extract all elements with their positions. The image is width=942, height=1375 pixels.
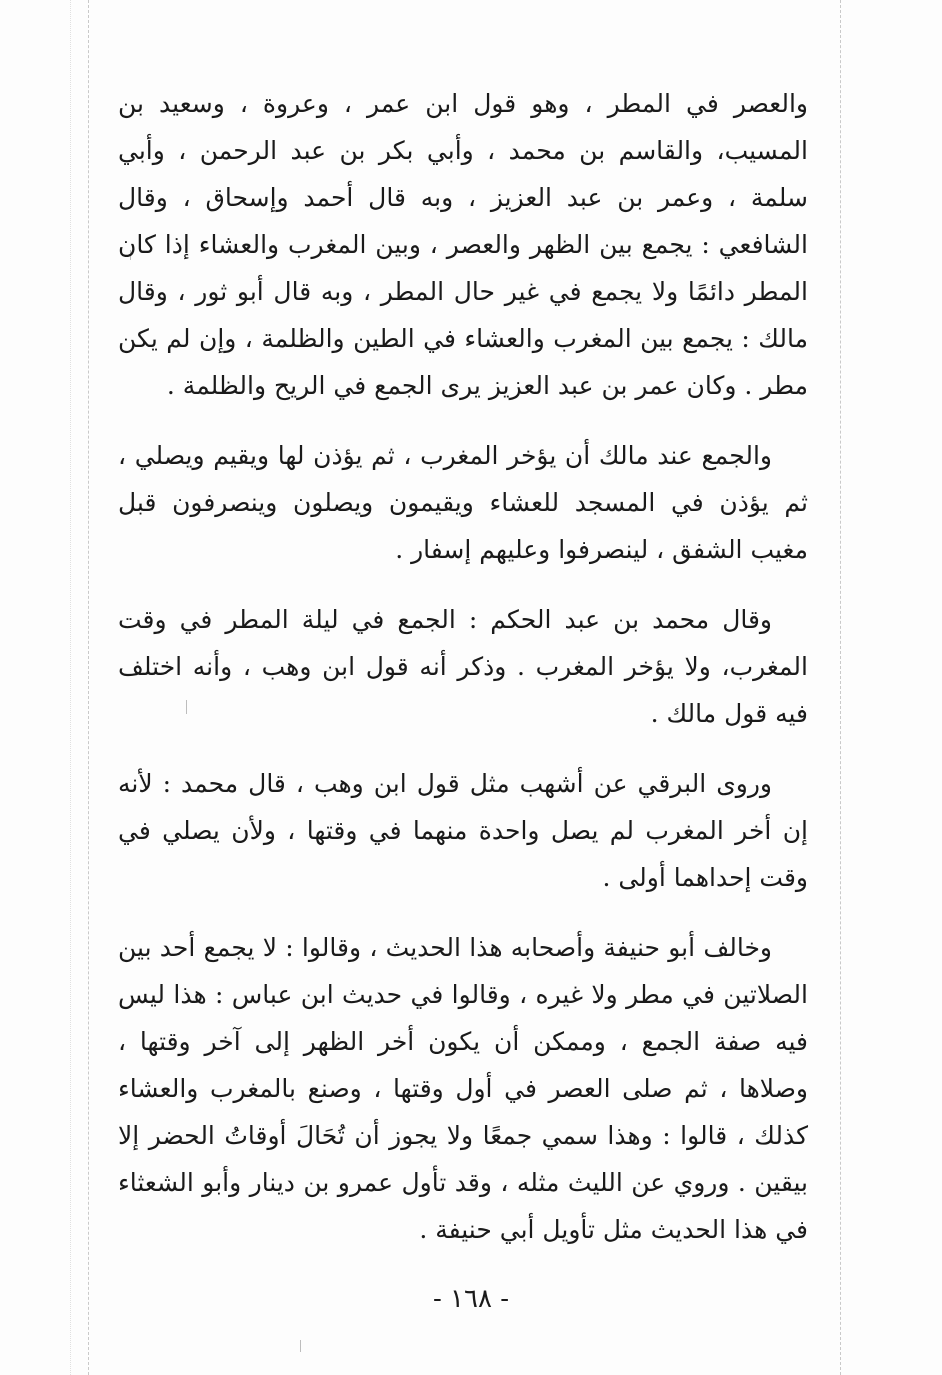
paragraph: وروى البرقي عن أشهب مثل قول ابن وهب ، قال محمد : لأنه إن أخر المغرب لم يصل واحدة منهما في وقتها ، ولأن يصلي في وقت إحداهما أولى . [118, 769, 808, 892]
paragraph: وقال محمد بن عبد الحكم : الجمع في ليلة المطر في وقت المغرب، ولا يؤخر المغرب . وذكر أنه قول ابن وهب ، وأنه اختلف فيه قول مالك . [118, 605, 808, 728]
scan-margin-line [840, 0, 841, 1375]
paragraph: وخالف أبو حنيفة وأصحابه هذا الحديث ، وقالوا : لا يجمع أحد بين الصلاتين في مطر ولا غيره ، وقالوا في حديث ابن عباس : هذا ليس فيه صفة الجمع ، وممكن أن يكون أخر الظهر إلى آخر وقتها ، وصلاها ، ثم صلى العصر في أول وقتها ، وصنع بالمغرب والعشاء كذلك ، قالوا : وهذا سمي جمعًا ولا يجوز أن تُحَالَ أوقاتُ الحضر إلا بيقين . وروي عن الليث مثله ، وقد تأول عمرو بن دينار وأبو الشعثاء في هذا الحديث مثل تأويل أبي حنيفة . [118, 933, 808, 1244]
body-text [118, 80, 808, 1276]
scan-margin-line [88, 0, 89, 1375]
paragraph: والعصر في المطر ، وهو قول ابن عمر ، وعروة ، وسعيد بن المسيب، والقاسم بن محمد ، وأبي بكر بن عبد الرحمن ، وأبي سلمة ، وعمر بن عبد العزيز ، وبه قال أحمد وإسحاق ، وقال الشافعي : يجمع بين الظهر والعصر ، وبين المغرب والعشاء إذا كان المطر دائمًا ولا يجمع في غير حال المطر ، وبه قال أبو ثور ، وقال مالك : يجمع بين المغرب والعشاء في الطين والظلمة ، وإن لم يكن مطر . وكان عمر بن عبد العزيز يرى الجمع في الريح والظلمة . [118, 89, 808, 400]
page-number: - ١٦٨ - [432, 1284, 510, 1314]
scan-margin-line [70, 0, 71, 1375]
paragraph: والجمع عند مالك أن يؤخر المغرب ، ثم يؤذن لها ويقيم ويصلي ، ثم يؤذن في المسجد للعشاء ويقيمون ويصلون وينصرفون قبل مغيب الشفق ، لينصرفوا وعليهم إسفار . [118, 441, 808, 564]
scan-artifact [300, 1340, 301, 1352]
